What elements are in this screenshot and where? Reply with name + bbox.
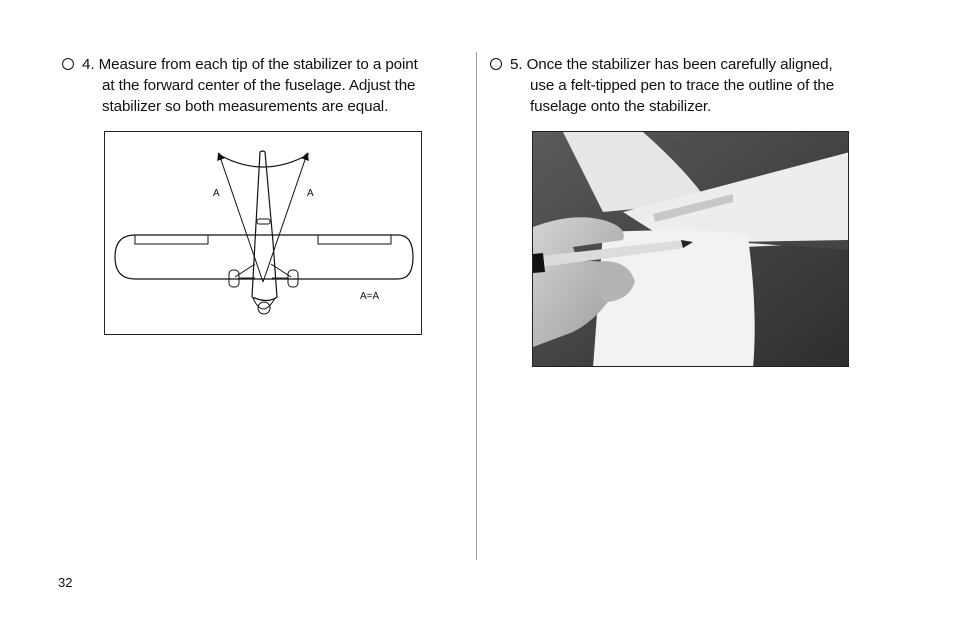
step-5-line-3: fuselage onto the stabilizer. — [530, 98, 712, 115]
cockpit-window — [257, 219, 270, 224]
step-4-line-1: 4. Measure from each tip of the stabilizer to a point — [82, 56, 418, 73]
photo-svg — [533, 132, 849, 367]
label-a-right: A — [307, 188, 314, 199]
horizontal-stabilizer — [218, 154, 309, 167]
wing-outline — [115, 235, 413, 279]
stabilizer-alignment-diagram — [104, 131, 422, 335]
step-5-checkbox-icon[interactable] — [490, 58, 502, 70]
page-number: 32 — [58, 575, 73, 590]
left-gear-strut — [235, 264, 255, 277]
step-4-instruction — [62, 54, 418, 117]
step-4-line-2: at the forward center of the fuselage. Adjust the — [102, 77, 416, 94]
step-4-line-3: stabilizer so both measurements are equal. — [102, 98, 389, 115]
step-5-line-1: 5. Once the stabilizer has been carefully aligned, — [510, 56, 833, 73]
left-aileron — [135, 235, 208, 244]
right-aileron — [318, 235, 391, 244]
column-divider — [476, 52, 477, 560]
step-5-line-2: use a felt-tipped pen to trace the outline of the — [530, 77, 835, 94]
measure-line-right — [263, 154, 307, 282]
stabilizer-tracing-photo — [532, 131, 849, 367]
step-4-checkbox-icon[interactable] — [62, 58, 74, 70]
label-a-equals-a: A=A — [360, 291, 380, 302]
airplane-diagram-svg — [105, 132, 423, 336]
step-5-instruction — [490, 54, 834, 117]
label-a-left: A — [213, 188, 220, 199]
